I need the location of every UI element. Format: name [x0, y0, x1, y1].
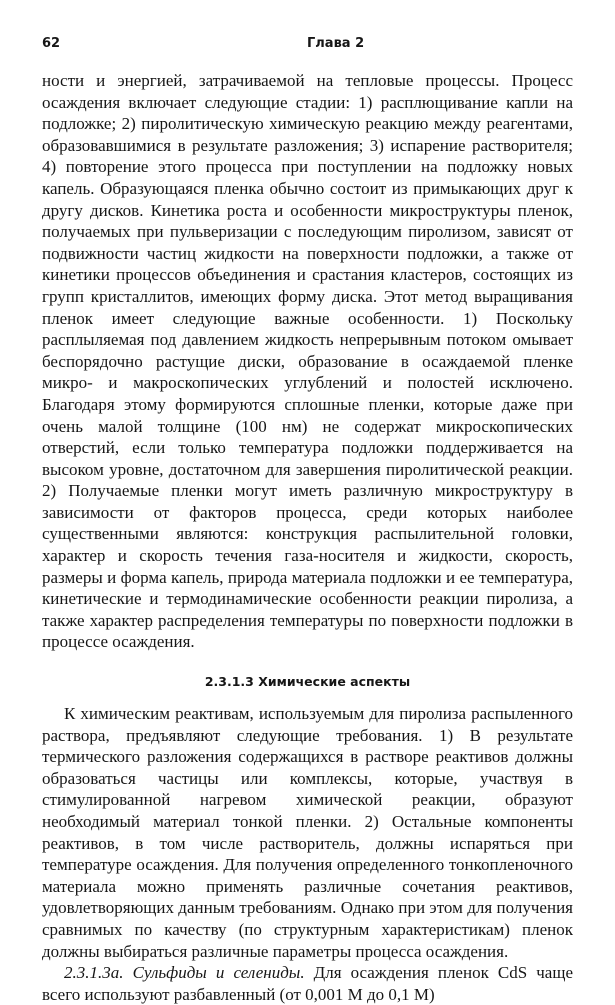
running-header	[42, 36, 575, 54]
paragraph-chemical-aspects: К химическим реактивам, используемым для пиролиза распыленного раствора, предъявляют следующие требования. 1) В результате термического разложения содержащихся в растворе реактивов должны образоваться частицы или комплексы, которые, участвуя в стимулированной нагревом химической реакции, образуют необходимый материал тонкой пленки. 2) Остальные компоненты реактивов, в том числе растворитель, должны испаряться при температуре осаждения. Для получения определенного тонкопленочного материала можно применять различные сочетания реактивов, удовлетворяющих данным требованиям. Однако при этом для получения сравнимых по качеству (по структурным характеристикам) пленок должны выбираться различные параметры процесса осаждения.	[42, 704, 573, 961]
subsection-text: Для осаждения пленок CdS чаще всего используют разбавленный (от 0,001 М до 0,1 М)	[42, 963, 573, 1004]
subsection-title: 2.3.1.3а. Сульфиды и селениды.	[64, 963, 305, 983]
paragraph-sulfides	[42, 962, 573, 1005]
chapter-title: Глава 2	[307, 36, 365, 51]
page-number: 62	[42, 36, 61, 51]
paragraph-continuation: ности и энергией, затрачиваемой на тепловые процессы. Процесс осаждения включает следующие стадии: 1) расплющивание капли на подложке; 2) пиролитическую химическую реакцию между реагентами, образовавшимися в результате разложения; 3) испарение растворителя; 4) повторение этого процесса при поступлении на подложку новых капель. Образующаяся пленка обычно состоит из примыкающих друг к другу дисков. Кинетика роста и особенности микроструктуры пленок, получаемых при пульверизации с последующим пиролизом, зависят от подвижности частиц жидкости на поверхности подложки, а также от кинетики процессов объединения и срастания кластеров, состоящих из групп кристаллитов, имеющих форму диска. Этот метод выращивания пленок имеет следующие важные особенности. 1) Поскольку расплыляемая под давлением жидкость непрерывным потоком омывает беспорядочно растущие диски, образование в осаждаемой пленке микро- и макроскопических углублений и полостей исключено. Благодаря этому формируются сплошные пленки, которые даже при очень малой толщине (100 нм) не содержат микроскопических отверстий, если только температура подложки поддерживается на высоком уровне, достаточном для завершения пиролитической реакции. 2) Получаемые пленки могут иметь различную микроструктуру в зависимости от факторов процесса, среди которых наиболее существенными являются: конструкция распылительной головки, характер и скорость течения газа-носителя и жидкости, скорость, размеры и форма капель, природа материала подложки и ее температура, кинетические и термодинамические особенности реакции пиролиза, а также характер распределения температуры по поверхности подложки в процессе осаждения.	[42, 71, 573, 652]
page-body	[42, 70, 573, 1005]
section-heading: 2.3.1.3 Химические аспекты	[204, 674, 411, 690]
